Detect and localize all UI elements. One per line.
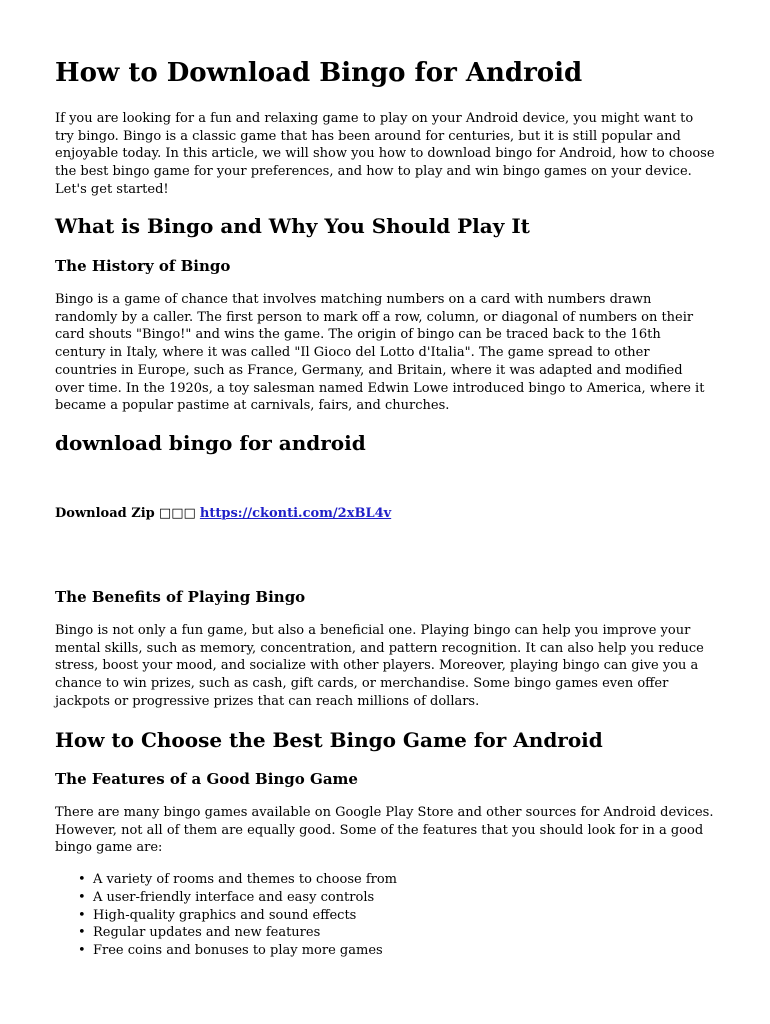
- benefits-paragraph: Bingo is not only a fun game, but also a beneficial one. Playing bingo can help you improve your mental skills, such as memory, concentration, and pattern recognition. It can also help you reduce stress, boost your mood, and socialize with other players. Moreover, playing bingo can give you a chance to win prizes, such as cash, gift cards, or merchandise. Some bingo games even offer jackpots or progressive prizes that can reach millions of dollars.: [55, 623, 704, 709]
- history-paragraph: Bingo is a game of chance that involves matching numbers on a card with numbers drawn randomly by a caller. The first person to mark off a row, column, or diagonal of numbers on their card shouts "Bingo!" and wins the game. The origin of bingo can be traced back to the 16th century in Italy, where it was called "Il Gioco del Lotto d'Italia". The game spread to other countries in Europe, such as France, Germany, and Britain, where it was adapted and modified over time. In the 1920s, a toy salesman named Edwin Lowe introduced bingo to America, where it became a popular pastime at carnivals, fairs, and churches.: [55, 292, 705, 414]
- download-label: Download Zip: [55, 506, 155, 521]
- list-item: • A user-friendly interface and easy controls: [78, 889, 375, 905]
- features-list: [55, 871, 397, 960]
- list-item: • High-quality graphics and sound effects: [78, 907, 357, 923]
- subheading-features: The Features of a Good Bingo Game: [55, 770, 358, 788]
- subheading-benefits: The Benefits of Playing Bingo: [55, 588, 306, 606]
- bullet-icon: •: [78, 943, 86, 959]
- features-paragraph: There are many bingo games available on Google Play Store and other sources for Android devices. However, not all of them are equally good. Some of the features that you should look for in a good bingo game are:: [55, 805, 714, 856]
- section-heading-choose: How to Choose the Best Bingo Game for Android: [55, 728, 603, 752]
- subheading-history: The History of Bingo: [55, 257, 231, 275]
- download-line: [55, 505, 391, 523]
- intro-paragraph: If you are looking for a fun and relaxing game to play on your Android device, you might want to try bingo. Bingo is a classic game that has been around for centuries, but it is still popular and enjoyable today. In this article, we will show you how to download bingo for Android, how to choose the best bingo game for your preferences, and how to play and win bingo games on your device. Let's get started!: [55, 111, 715, 197]
- page-title: How to Download Bingo for Android: [55, 58, 583, 88]
- bullet-icon: •: [78, 872, 86, 887]
- list-item: • Regular updates and new features: [78, 925, 321, 941]
- bullet-icon: •: [78, 889, 86, 905]
- arrow-icons: □□□: [158, 506, 196, 521]
- section-heading-download: download bingo for android: [55, 431, 366, 455]
- bullet-icon: •: [78, 925, 86, 941]
- download-link[interactable]: https://ckonti.com/2xBL4v: [199, 506, 392, 521]
- section-heading-what-is-bingo: What is Bingo and Why You Should Play It: [55, 214, 530, 238]
- list-item: • A variety of rooms and themes to choose from: [78, 872, 398, 887]
- bullet-icon: •: [78, 907, 86, 923]
- list-item: • Free coins and bonuses to play more games: [78, 943, 383, 959]
